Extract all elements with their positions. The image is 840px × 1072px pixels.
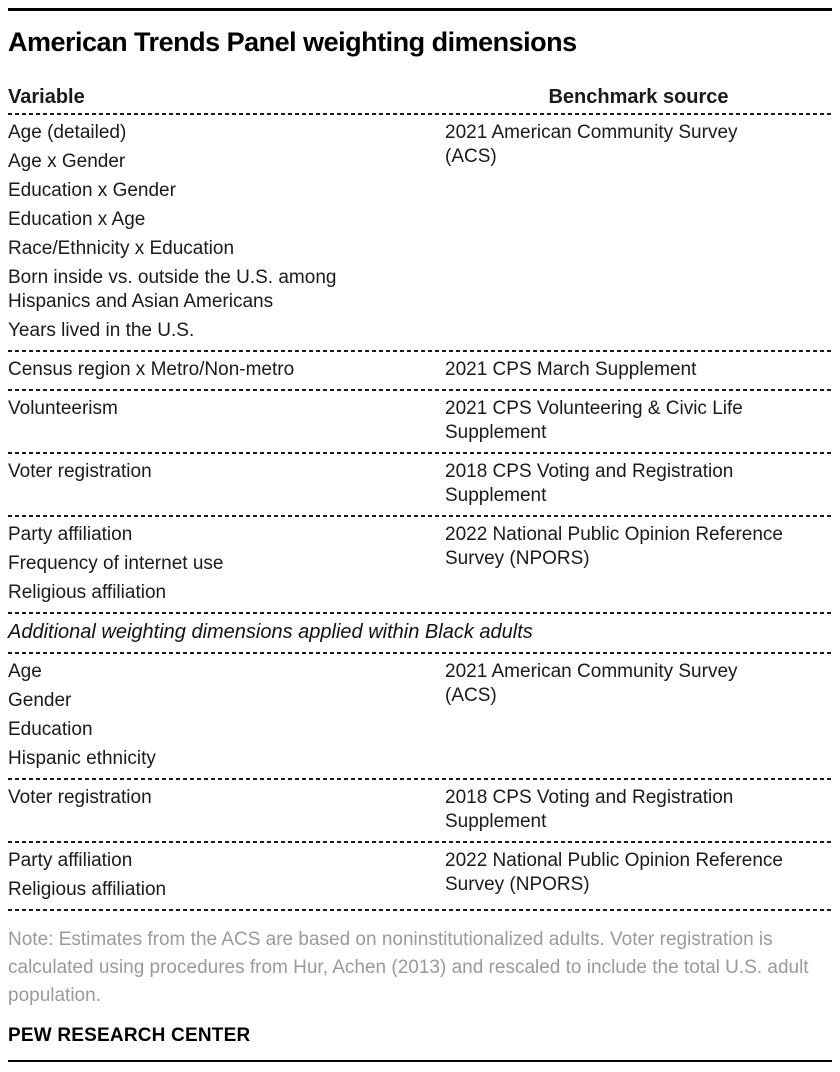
table-row [8,843,832,909]
variable-cell [8,849,445,902]
variable-cell [8,660,445,771]
benchmark-source: 2022 National Public Opinion Reference Survey (NPORS) [445,524,783,569]
variable-item: Age [8,661,42,682]
variable-item: Religious affiliation [8,879,167,900]
table-row [8,454,832,515]
column-header-variable: Variable [8,86,85,108]
variable-item: Born inside vs. outside the U.S. among Hispanics and Asian Americans [8,267,337,312]
figure-note: Note: Estimates from the ACS are based on noninstitutionalized adults. Voter registration is calculated using procedures from Hur, Achen (2013) and rescaled to include the total U.S. adult population. [8,929,809,1006]
benchmark-source: 2022 National Public Opinion Reference Survey (NPORS) [445,850,783,895]
variable-cell [8,121,445,343]
variable-item: Party affiliation [8,850,133,871]
benchmark-cell [445,397,832,445]
row-divider [8,909,832,911]
variable-item: Voter registration [8,461,152,482]
table-row [8,517,832,612]
benchmark-source: 2021 American Community Survey (ACS) [445,122,738,167]
variable-item: Census region x Metro/Non-metro [8,359,295,380]
variable-item: Hispanic ethnicity [8,748,156,769]
variable-cell [8,523,445,605]
variable-item: Party affiliation [8,524,133,545]
table-row [8,391,832,452]
variable-item: Education x Gender [8,180,176,201]
variable-item: Religious affiliation [8,582,167,603]
variable-item: Gender [8,690,72,711]
pew-research-center-wordmark: PEW RESEARCH CENTER [8,1025,251,1046]
benchmark-source: 2021 CPS March Supplement [445,359,697,380]
variable-cell [8,460,445,508]
benchmark-cell [445,358,832,382]
column-header-benchmark-source: Benchmark source [548,86,729,108]
benchmark-cell [445,121,832,343]
variable-item: Frequency of internet use [8,553,224,574]
top-rule [8,8,832,11]
variable-item: Years lived in the U.S. [8,320,195,341]
variable-cell [8,786,445,834]
table-section-header: Additional weighting dimensions applied within Black adults [8,621,533,643]
table-row [8,352,832,389]
benchmark-cell [445,786,832,834]
variable-item: Age x Gender [8,151,126,172]
benchmark-cell [445,660,832,771]
variable-cell [8,397,445,445]
benchmark-cell [445,523,832,605]
table-row [8,780,832,841]
variable-item: Age (detailed) [8,122,127,143]
benchmark-source: 2018 CPS Voting and Registration Supplement [445,461,734,506]
benchmark-cell [445,849,832,902]
benchmark-source: 2021 American Community Survey (ACS) [445,661,738,706]
page-title: American Trends Panel weighting dimensions [8,27,577,57]
variable-cell [8,358,445,382]
benchmark-source: 2021 CPS Volunteering & Civic Life Supplement [445,398,743,443]
bottom-rule [8,1060,832,1062]
variable-item: Education x Age [8,209,146,230]
variable-item: Voter registration [8,787,152,808]
benchmark-source: 2018 CPS Voting and Registration Supplement [445,787,734,832]
variable-item: Volunteerism [8,398,118,419]
table-row [8,115,832,350]
table-header-row [8,86,832,113]
variable-item: Education [8,719,93,740]
table-row [8,654,832,778]
variable-item: Race/Ethnicity x Education [8,238,235,259]
benchmark-cell [445,460,832,508]
